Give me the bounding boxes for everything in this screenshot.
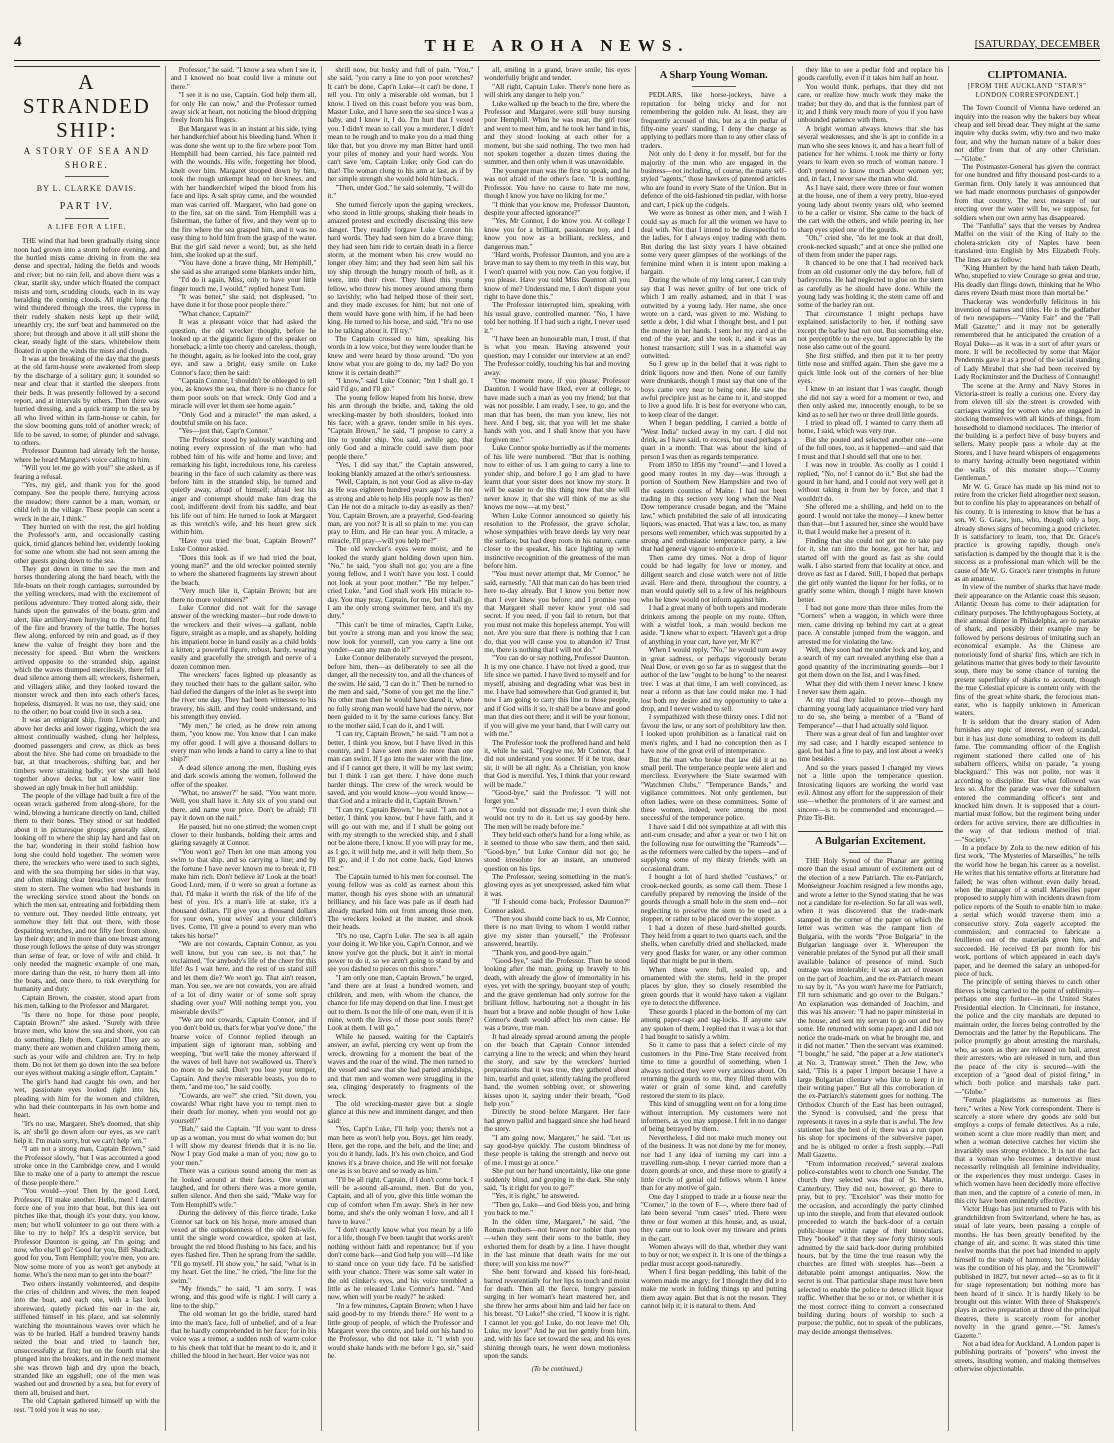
paragraph: Nevertheless, I did not make much money out of the business. It was not done by me for money, nor had I any idea of turning my cart into a travelling rum-shop. I never carried more than a dozen gourds at once, and these more to gratify a little circle of genial old fellows whom I knew than for any motive of gain. — [640, 1133, 787, 1193]
paragraph: She bent forward and kissed his fore-head, barred reverentially for her lips to touch and moist for death. Then all the fierce, hungry passion surging in her woman's heart mastered her, and she threw her arms about him and laid her face on his breast. "O Luke!" she cried, "I know it is right. I cannot let you go! Luke, do not leave me! Oh, Luke, my love!" And he put her gently from him, and, with his face set toward the sea, and his eyes shining through tears, he went down motionless upon the sands. — [484, 1268, 630, 1361]
paragraph: When I began peddling, I carried a bottle of "West India" tucked away in my cart. I did not drink, as I have said, to excess, but used perhaps a quart in a month. That was about the kind of person I was then as regards temperance. — [640, 419, 787, 461]
paragraph: I sympathized with these thirsty ones. I did not favour the law, or any sort of prohibitory law then. I looked upon prohibition as a fanatical raid on men's rights, and I had no conception then as I have now of the great evil of intemperance. — [640, 713, 787, 756]
paragraph: Directly he stood before Margaret. Her face had grown pallid and haggard since she had heard the story. — [484, 1108, 630, 1134]
paragraph: There was a great deal of fun and laughter over my sad case, and I hardly escaped sentence to gaol, but had a fine to pay, and lost about a week's time besides. — [797, 730, 944, 764]
paragraph: Thackeray was wonderfully felicitous in his invention of names and titles. He is the godfather of two newspapers—"Vanity Fair" and the "Pall Mall Gazette;" and it may not be generally remembered that he anticipated the creation of a Royal Duke—as it was in a sort of after years or more. It will be recollected by some that Major Pendennis gave it as a proof of the social standing of Lady Mirabel that she had been received by Lady Rockminster and the Duchess of Connaught! — [954, 297, 1101, 382]
paragraph: That circumstance I might perhaps have explained satisfactorily to her, if nothing save except the barley had run out. But something else, not perceptible to the eye, but appreciable by the nose also came out of the gourd. — [797, 309, 944, 352]
paragraph: "Will you let me go with you!" she asked, as if fearing a refusal. — [14, 464, 160, 481]
paragraph: shrill now, but husky and full of pain. "You," she said, "you carry a line to yon poor wretches? It can't be done, Capt'n Luke—it can't be done, I tell you. I'm only a miserable old woman, but I know. I lived on this coast before you was born, Master Luke, and I have seen the sea since I was a baby, and I know it, I do. I'm hurt that I vexed you. I didn't mean to call you a murderer, I didn't mean to be rough and to make you do a mad thing like that, but you drove my man Bitter hard until your piles of money and your hard words. You can't save 'em, Captain Luke; only God can do that! The woman clung to his arm at last, as if by her simple strength she would hold him back. — [327, 66, 474, 184]
paragraph: "You won't go? Then let one man among you swim to that ship, and so carrying a line; and by the fortune I have never known me to break it, I'll make him rich. Don't believe it? Look at the boat! Good Lord, men, if it were so great a fortune as that, I'd make it worth the risk of the life of the best of you. It's a man's life at stake, it's a thousand dollars. I'll give you a thousand dollars for your own, your wives' and your children's lives. Come, I'll give a pound to every man who takes his horse!" — [170, 847, 317, 940]
paragraph: When I would reply, "No," he would turn away in great sadness, or perhaps vigorously berate Neal Dow, or even go so far as to suggest that the author of the law "ought to be hung" to the nearest tree. I was at that time, I am well convinced, as near a reform as that law could make me. I had lost both my desire and my opportunity to take a drop, and I never wished to sell. — [640, 646, 787, 714]
separator — [692, 86, 736, 87]
paragraph: "Captain Connor, I shouldn't be obleeged to tell you, as knows the sea, that there is no chance for them poor souls on that wreck. Only God and a miracle will ever let them see home again." — [170, 377, 317, 411]
paragraph: I have said I did not sympathize at all with this anti-rum crusade; and after a year or two I hit on the following ruse for outwitting the "Ramrods"—as the reformers were called by the topers—and of supplying some of my thirsty friends with an occasional dram. — [640, 822, 787, 873]
paragraph: "Bah," said the Captain. "If you want to dress up as a woman, you must do what women do; but I will show my dearest friends that it is no lie. Now I pray God make a man of you; now go to your men." — [170, 1125, 317, 1167]
paragraph: The Professor took the proffered hand and held it, while he said, "Forgive me, Mr Connor, that I did not understand you sooner. If it be true, dear sir, it will be all right. As a Christian, you know that God is merciful. Yes, I think that your reward will be made." — [484, 738, 630, 789]
paragraph: "If I should come back, Professor Daunton?" Connor asked. — [484, 898, 630, 915]
column-2 — [165, 66, 322, 1431]
paragraph: "Have you tried the boat, Captain Brown?" Luke Connor asked. — [170, 536, 317, 554]
paragraph: The people of the village had built a fire of the ocean wrack gathered from along-shore, for the wind, blowing a hurricane directly on land, chilled them to their bones. They stood or sat huddled about it in picturesque groups, generally silent, looking off to where the ship lay hard and fast on the bar; wondering in their stolid fashion how long she could hold together. The women were there, the wreckers who were used to such sights, and with the sea thumping her sides in that way, and often making clear breaches over her from stem to stern. The women who had husbands in the wrecking service stood about the bonds on which the men sat, entreating and forbidding them to venture out. They needed little entreaty, yet somehow they felt that out there, with those despairing wretches, and not fifty feet from shore, lay their duty; and in more than one breast among those rough fellows the sense of duty was stronger than sense of fear, or love of wife and child. It only needed the magnetic example of one man, more daring than the rest, to hurry them all into the boats, and, once there, to risk everything for humanity and duty. — [14, 792, 160, 994]
paragraph: Finding that she could not get me to take pay for it, she ran into the house, got her hat, and started off with the gourd as fast as she could walk. I also started from that locality at once, and drove as fast as I dared. Still, I hoped that perhaps the girl only wanted the liquor for her folks, or to gratify some whim, though I might have known better. — [797, 536, 944, 604]
story-subtitle-1: A STORY OF SEA AND — [23, 146, 151, 156]
paragraph: They held each other's hand for a long while, as it seemed to those who saw them, and then said, "Good-bye," but Luke Connor did not go; he stood irresolute for an instant, an unuttered question on his lips. — [484, 830, 630, 873]
paragraph: "Very much like it, Captain Brown; but are there no more volunteers?" — [170, 587, 317, 604]
paragraph: "From information received," several zealous police-constables went to church one Sunday. The church they selected was that of St. Martin, Canterbury. They did not, however, go there to pray, but to pry. "Excelsior" was their motto for the occasion, and accordingly the party climbed up into the steeple, and from that elevated outlook proceeded to watch the back-door of a certain public-house within range of their binoculars. They "booked" it that they saw forty thirsty souls admitted by the said back-door during prohibited hours, but by the time the true reason why the churches are fitted with steeples has—been a debatable point amongst antiquaries. Now the secret is out. That particular shape must have been selected to enable the police to detect illicit liquor traffic. Whether that be so or not, or whether it is the most correct thing to convert a consecrated building during hours of worship to such a purpose, the public, not to speak of the publicans, may decide amongst themselves. — [797, 1159, 944, 1336]
paragraph: "I see it is no use, Captain. God help them all, for only He can now," and the Professor turned away sick at heart, not noticing the blood dripping freely from his fingers. — [170, 91, 317, 125]
paragraph: "Female plagiarisms as numerous as flies here," writes a New York correspondent. There is scarcely a store where dry goods are sold but employs a corps of female detectives. As a rule, women scent a clue more readily than men; and when a woman detective catches her victim she invariably uses strong evidence. It is not the fact that a woman who becomes a detective must necessarily relinquish all feminine individuality, or the experiences they must undergo. Cases in which women have been decidedly more effective than men, and the capture of a coterie of men, in this city have been eminently effective. — [954, 1096, 1101, 1206]
story-subtitle-2: SHORE. — [64, 160, 109, 170]
paragraph: It was an emigrant ship, from Liverpool; and above her decks and lower rigging, which the sea almost continually washed, clung her helpless, doomed passengers and crew, as thick as bees about the hive. She had come on broadside to the bar, at that treacherous, shifting bar, and her timbers were straining badly; yet she still held together above decks, but at low water line showed an ugly break in her hull amidship. — [14, 716, 160, 792]
paragraph: The Town Council of Vienna have ordered an inquiry into the reason why the bakers buy wheat cheap and sell bread dear. They might at the same inquire why ducks swim, why two and two make four, and why the human nature of a baker does not differ from that of any other Christian.—"Globe." — [954, 104, 1101, 163]
paragraph: In the olden time, Margaret," he said, "the Roman mothers—not braver nor nobler than you—when they sent their sons to the battle, they exhorted them for death by a line. I have thought in the last minute that death waits for me out there; will you kiss me now?" — [484, 1217, 630, 1268]
paragraph: "Then you should come back to us, Mr Connor, there is no man living to whom I would rather give my sister than yourself," the Professor answered, heartily. — [484, 915, 630, 949]
paragraph: "I think that you know me, Professor Daunton, despite your affected ignorance?" — [484, 200, 630, 217]
paragraph: The wreckers' faces lighted up pleasantly as they touched their hats to the gallant sailor, who had defied the dangers of the inlet as he swept into the river one day. They had been witnesses to his bravery, his skill, and they could understand, and his strength they envied. — [170, 671, 317, 722]
article-source: [FROM THE AUCKLAND "STAR'S" LONDON CORRESPONDENT.] — [967, 83, 1087, 99]
paragraph: I had not gone more than three miles from the "Corners" when a waggon, in which were three men, came driving up behind my cart at a great pace. A constable jumped from the waggon, and arrested me for violating the law. — [797, 604, 944, 646]
column-7 — [948, 66, 1100, 1431]
paragraph: Professor Daunton had already left the house, where he heard Margaret's voice calling to him. — [14, 447, 160, 464]
paragraph: At my trial they failed to prove—though my charming young lady acquaintance tried very hard to do so, she being a member of a "Band of Temperance"—that I had actually sold liquor. — [797, 696, 944, 730]
paragraph: "Hard words, Professor Daunton, and you are a brave man to say them to my teeth in this way, but I won't quarrel with you now. Can you forgive, if you please. Have you told Miss Daunton all you know of me? Understand me, I don't dispute your right to have done this." — [484, 250, 630, 301]
column-3 — [321, 66, 478, 1431]
paragraph: In view of the number of sharks that have made their appearance on the Atlantic coast this season, Atlantic Ocean has come to their adaptation for culinary purposes. The Ichthyophagous Society, at their annual dinner in Philadelphia, are to partake of shark, and possibly their example may be followed by persons desirous of imitating such an economical example. As the Chinese are notoriously fond of sharks' fins, which are rich in gelatinous matter that gives body to their favourite soup, there may be some chance of turning the present superfluity of sharks to account, though the true Celestial epicure is content only with the fins of the great white shark, the ferocious man-eater, who is happily unknown in American waters. — [954, 583, 1101, 718]
paragraph: THE wind that had been gradually rising since noon had grown into a storm before evening, and the hurtled mists came driving in from the sea dense and spectral, hiding the fields and woods and river; but no rain fell, and above there was a clear, starlit sky, under which floated the compact mists and torn, scudding clouds, each in its way heralding the coming clouds. All night long the wind thundered through the trees, the cypress in their rudely shaken nests kept up their wild, unearthly cry, the surf beat and hammered on the shore; but through and above it all still shone the clear, steady light of the stars, whitebelow them floated in upon the winds the mists and clouds. — [14, 237, 160, 355]
paragraph: Two others instantly volunteered, and despite the cries of children and wives, the men leaped into the boat, and each one, with a last look shoreward, quietly picked his oar in the air, stiffened himself in his place, and sat solemnly watching the mountainous waves over which he was to be hurled. Half a hundred brawny hands seized the boat and tried to launch her, unsuccessfully at first; but on the fourth trial she plunged into the breakers, and in the next moment she was thrown high and dry upon the beach, stranded like an eggshell; one of the men was washed out and drowned by a sea, but for every of them all, bruised and hurt. — [14, 1279, 160, 1397]
paragraph: It was a pleasant voice that had asked the question, the old wrecker thought, before he looked up at the gigantic figure of the speaker on horseback; a little too cheery and careless, though, he thought, again, as he looked into the cool, gray eye, and saw a bright, easy smile on Luke Connor's face; then he said: — [170, 318, 317, 377]
paragraph: "Is there no hope for those poor people, Captain Brown?" she asked. "Surely with three brave men, who know the sea and shore, you can do something. Help them, Captain! They are so many; there are women and children among them, such as your wife and children are. Try to help them. Do not let them go down into the sea before our eyes without making a single effort, Captain." — [14, 1010, 160, 1078]
masthead-rule — [14, 60, 1100, 61]
chapter-heading: A LIFE FOR A LIFE. — [47, 222, 127, 231]
paragraph: One day I stopped to trade at a house near the "Corner," in the town of F—, where there had of late been several "rum cases" tried. There were three or four women at this house, and, as usual, they came out to look over my tinware and prints in the cart. — [640, 1192, 787, 1243]
paragraph: In a preface by Zola to the new edition of his first work, "The Mysteries of Marseilles," he tells the world how he began his career as a novelist. He writes that his tentative efforts at literature had failed; he was often without even daily bread, when the manager of a small Marseilles paper proposed to supply him with incidents drawn from police reports of the South to enable him to make a serial which would traverse them into a consecutive story. Zola eagerly accepted the commission, and contracted to fabricate a feuilleton out of the materials given him, and succeeded. He received £8 per month for his work, portions of which appeared in each day's paper, and he deemed the salary an unhoped-for piece of luck. — [954, 843, 1101, 979]
paragraph: The Professor stood by jealously watching and noting every expression of the man who had robbed him of his wife and home and love; and remarking his light, incredulous tone, his careless bearing in the face of such calamity as there was before him in the stranded ship, he turned and quietly away, afraid of himself; afraid lest his anger and contempt should make him drag the cool, indifferent devil from his saddle, and beat his life out of him. He turned to look at Margaret as this wretch's wife, and his heart grew sick within him. — [170, 435, 317, 537]
paragraph: A dead silence among the men, flushing eyes and dark scowls among the women, followed the offer of the speaker. — [170, 763, 317, 789]
paragraph: Captain Brown, the coaster, stood apart from his men, talking to the Professor and Margaret. — [14, 993, 160, 1011]
paragraph: "Then go, Luke—and God bless you, and bring you back to me." — [484, 1200, 630, 1218]
column-1 — [14, 66, 165, 1431]
paragraph: "Yes, Mr Connor, I do know you. At college I knew you for a brilliant, passionate boy, and I know you now as a brilliant, reckless, and dangerous man." — [484, 217, 630, 251]
paragraph: "Yes, it is right," he answered. — [492, 1192, 580, 1201]
paragraph: The old wrecking-master gave but a single glance at this new and imminent danger, and then said: — [327, 1099, 474, 1125]
paragraph: "What, no answer?" he said. "You want more. Well, you shall have it. Any six of you stand out there, and name your price. Don't be afraid; I'll pay it down on the nail." — [170, 788, 317, 823]
paragraph: Then came dry times. Not a drop of liquor could be had legally for love or money, and diligent search and close watch were not of little avail. Here and there, throughout the country, a man would quietly sell to a few of his neighbours who he knew would not inform against him. — [640, 553, 787, 604]
column-5-body — [641, 91, 787, 1310]
paragraph: I was now in trouble. As coolly as I could I replied, "No, no! I cannot do it." But she had the gourd in her hand, and I could not very well get it without taking it from her by force, and that I wouldn't do. — [797, 461, 944, 503]
paragraph: "I'd do it again, Miss, only to have your little finger touch me, I would," replied honest Tom. — [170, 276, 317, 293]
paragraph: I had a dozen of these hard-shelled gourds. They held from a quart to two quarts each, and the shells, when carefully dried and shellacked, made very good flasks for water, or any other common liquid that might be put in them. — [640, 923, 787, 966]
story-author: BY L. CLARKE DAVIS. — [36, 184, 137, 193]
paragraph: "I don't exactly know what you mean by a life for a life, though I've been taught that works aren't nothing without faith and repentance; but if you don't come back—and God help you will—I'd like to stand once on your tidy face. I'd be satisfied with your chance. There was some salt water in the old clinker's eyes, and his voice trembled a little as he released Luke Connor's hand. "And now, when will you be ready?" he asked. — [327, 1226, 474, 1302]
paragraph: Well, they soon had me under lock and key, and a search of my cart revealed anything else than a good quantity of the incriminating gourds—but I got them down on the list, and I was fined. — [797, 646, 944, 680]
paragraph: She turned fiercely upon the gaping wreckers, who stood in little groups, shaking their heads in amazed protest and excitedly discussing this new danger. They readily forgave Luke Connor his hard words. They had seen him do a brave thing; they had seen him ride to certain death in a fierce storm, at the moment when his crew would no longer obey him; and they had seen him sail his toy ship through the hungry mouth of hell, as it were, into their river. They liked this young fellow, who threw his money around among them so lavishly; who had helped those of their sort, and they made excuses for him; but not one of them would have gone with him, if he had been king. He turned to his horse, and said, "It's no use to be talking about it. I'll try." — [327, 200, 474, 335]
column-4-body — [484, 66, 630, 1361]
separator — [849, 852, 893, 853]
paragraph: The old woman let go the bridle, stared hard into the man's face, full of unbelief, and of a fear that he hardly comprehended in her face; for in his voice was a tremor, a sudden rush of warm color to his cheek that told that he meant to do it, and it chilled the blood in her heart. Her voice was not — [170, 1310, 317, 1361]
paragraph: The younger man was the first to speak, and he was not afraid of the other's face. "It is nothing, Professor. You have no cause to hate me now, though I know you have no liking for me." — [484, 166, 630, 201]
paragraph: You would think, perhaps, that they did not care, or realize how much work they make the trader; but they do, and that is the funniest part of it; and I think very much more of you if you have unbounded patience with them. — [797, 82, 944, 125]
paragraph: "Oh," cried she, "do let me look at that droll, crook-necked squash;" and at once she pulled one of them from under the paper rags. — [797, 234, 944, 259]
paragraph: "Yes, I did say that," the Captain answered, looking blankly amazed at the other's seriousness. — [327, 461, 474, 478]
paragraph: "It's no use, Capt'n Luke. The sea is all again your doing it. We like you, Capt'n Connor, and we know you've got the pluck, but it ain't in mortal power to do it, so we aren't going to stand by and see you dashed to pieces on this shore." — [327, 931, 474, 974]
paragraph: "My friends," he said, "I am sorry. I was wrong, and this good wife is right. I will carry a line to the ship." — [170, 1284, 317, 1310]
paragraph: Professor," he said. "I know a sea when I see it, and I knowed no boat could live a minute out there." — [170, 66, 317, 91]
masthead — [14, 34, 1100, 58]
paragraph: "This can't be time of miracles, Capt'n Luke, but you're a strong man and you know the sea; now look for yourself, can you carry a line out yonder—can any man do it?" — [327, 620, 474, 655]
paragraph: The Postmaster-General has given the contract for one hundred and fifty thousand post-cards to a German firm. Only lately it was announced that we had made enormous purchases of gunpowder from that country. The next measure of our erecting over the water will be, we suppose, for soldiers when our own army has disappeared. — [954, 163, 1101, 222]
paragraph: During the delivery of this fierce tirade, Luke Connor sat back on his horse, more amused than vexed at the outspokenness of the old fish-wife, until the single word cowardice, spoken at last, brought the red blood flushing to his face, and his eyes flashed fire. Then he sprang from the saddle. "I'll go myself. I'll show you," he said, "what is in my heart. Get the line," he cried, "the line for the swim." — [170, 1209, 317, 1285]
paragraph: There was a curious sound among the men as he looked around at their faces. One woman laughed, and for others there was a more gentle, sullen silence. And then she said, "Make way for Tom Hemphill's wife." — [170, 1167, 317, 1209]
paragraph: The old Captain gathered himself up with the rest. "I told you it was no use, — [14, 1397, 160, 1414]
paragraph: The principle of setting thieves to catch other thieves is being carried to the point of sublimity—perhaps one step further—in the United States Presidential election. In Cincinnati, for instance, the police and the city marshals are deputed to maintain order, the forces being controlled by the Democrats and the latter by the Republicans. The police promptly go about arresting the marshals, who, as soon as they are released on bail, arrest their arresters, who are released in turn, and thus the peace of the city is secured—with the exception of a "good deal of pistol firing," in which both police and marshals take part.—"Globe." — [954, 978, 1101, 1096]
paragraph: The scene at the Army and Navy Stores in Victoria-street is really a curious one. Every day from eleven till six the street is crowded with carriages waiting for women who are engaged in stocking themselves with all kinds of things, from housedhold to diamond necklaces. The interior of the building is a perfect hive of busy buyers and sellers. Many people pass a whole day at the Stores, and I have heard whispers of engagements to marry having actually been negotiated within the walls of this monster shop.—"County Gentleman." — [954, 381, 1101, 483]
paragraph: THE Holy Synod of the Phanar are getting more than the usual amount of excitement out of the election of a new Patriarch. The ex-Patriarch, Monseigneur Joachim resigned a few months ago, and wrote a letter to the Synod stating that he was not a candidate for re-election. So far all was well, when it was discovered that the trade-mark stamped in the corner of the paper on which the letter was written was the rampant lion of Bulgaria, with the words "Proe Bulgaria" in the Bulgarian language over it. Whereupon the venerable prelates of the Synod put all their small available balance of presence of mind. Such outrage was intolerable; it was an act of treason on the part of Joachim, and the ex-Patriarch meant to say by it, "As you won't have me for Patriarch, I'll turn schismatic and go over to the Bulgars." An explanation was demanded of Joachim, and this was his answer: "I had no paper ministerial in the house, and sent my servant to go out and buy some. He returned with some paper, and I did not notice the trade-mark on what he brought me, and it did not matter." Then the servant was examined. "I bought," he said, "the paper at a Jew stationer's at No. 3, Tramway street." Then the Jew, who said, "This is a paper I import because I have a large Bulgarian clientary who like to keep it in their writing paper." But all this corroboration of the ex-Patriarch's statement goes for nothing. The Orthodox Church of the East has been outraged, the Synod is convulsed, and the press that represents it raves in a style that is awful. The Jew stationer has the best of it; there was a run upon his shop for specimens of the subversive paper, and he is obliged to order a fresh supply.—Pall Mall Gazette. — [797, 856, 944, 1160]
column-3-body — [327, 66, 473, 1361]
paragraph: "What chance, Captain?" — [178, 309, 252, 318]
paragraph: The Captain turned to his men for counsel. The young fellow was as cold as earnest about this matter, though his eyes shone with an unnatural brilliancy, and his face was pale as if death had already marked him out from among those men. The wreckers looked at the master, and shook their heads. — [327, 873, 474, 932]
paragraph: "Good-bye," said the Professor. Then he stood looking after the man, going up bravely to his death, with already the glow of immortality in his eyes, yet with the springy, buoyant step of youth; and the grave gentleman had only sorrow for the brilliant fellow, harbouring not a thought in his heart but a brave and noble thought of how Luke Connor's death would affect his own cause. He was a brave, true man. — [484, 957, 630, 1033]
separator — [65, 176, 109, 177]
column-6-body — [798, 66, 944, 823]
paragraph: The young fellow leaped from his horse, drew his arm through the bridle, and, taking the old wrecking-master by both shoulders, looked into his face, with a grave, tender smile in his eyes. "Captain Brown," he said, "I propose to carry a line to yonder ship. You said, awhile ago, that only God and a miracle could save them poor people there." — [327, 393, 474, 461]
story-title: A STRANDED SHIP: — [14, 66, 160, 142]
paragraph: But she pouted and selected another one—one of the full ones, too, as it happened—and said that I must and that I should sell that one to her. — [797, 435, 944, 461]
paragraph: "In a few minutes, Captain Brown; when I have said good-by to my friends there." He went to a little group of people, of which the Professor and Margaret were the centre, and held out his hand to the Professor, who did not take it. "I wish you would shake hands with me before I go, sir," said he. — [327, 1301, 474, 1361]
paragraph: What they did with them I never knew. I knew I never saw them again. — [797, 679, 944, 697]
paragraph: "Then, under God," he said solemnly, "I will do it." — [327, 183, 474, 201]
paragraph: It is seldom that the dreary station of Aden furnishes any topic of interest, even of scandal, but it has just done something to redeem its dull fame. The commanding officer of the English regiment stationed there called one of his subaltern officers, whilst on parade, "a young blackguard." This was not polite, nor was it according to discipline. But what followed was less so. After the parade was over the subaltern entered the commanding officer's tent and knocked him down. It is supposed that a court-martial must follow, but the regiment being under orders for active service, there are difficulties in the way of that tedious method of trial.—"Society." — [954, 717, 1101, 844]
article-title-sharp-young-woman: A Sharp Young Woman. — [659, 70, 768, 81]
paragraph: This kind of smuggling went on for a long time without interruption. My customers were not informers, as you may suppose. I felt in no danger of being betrayed by them. — [640, 1100, 787, 1134]
column-6 — [792, 66, 949, 1431]
newspaper-title: THE AROHA NEWS. — [424, 36, 690, 55]
page-number: 4 — [14, 34, 22, 50]
paragraph: "Cowards, are we?" she cried. "Sit down, you cowards! What right have you to tempt men to their death for money, when you would not go yourself?" — [170, 1091, 317, 1125]
column-2-body — [171, 66, 317, 1361]
paragraph: The Professor interrupted him, speaking with his usual grave, controlled manner. "No, I have told her nothing. If I had such a right, I never used it." — [484, 301, 630, 335]
paragraph: When Luke Connor announced so quietly his resolution to the Professor, the grave scholar, whose sympathies with brave deeds lay very near the surface, but had deep roots in his nature, came closer to the speaker, his face lighting up with instinctive recognition of the greatness of the man before him. — [484, 511, 630, 570]
paragraph: "We are not cowards, Captain Connor, and if you don't bold us, that's for what you've done," the hoarse voice of Connor replied through an impatient sign of ignorant man, sobbing and weeping, "but we'll take the money afterward if the waves of hell have not swallowed us. There's no more to be said. Don't you lose your temper, Captain. And they're miserable beasts, you do to them, "and me too," he said coolly. — [170, 1015, 317, 1092]
column-4 — [478, 66, 635, 1431]
paragraph: She put out her hand uncertainly, like one gone suddenly blind, and groping in the dark. She only said, "Is it right for you to go?" — [484, 1167, 630, 1193]
issue-date: [SATURDAY, DECEMBER — [974, 38, 1100, 50]
paragraph: "My men," he cried, as he drew rein among them, "you know me. You know that I can make my offer good. I will give a thousand dollars to every man who lends a hand to carry a line to that ship?" — [170, 721, 317, 764]
paragraph: They got down in time to see the men and horses thundering along the hard beach, with the life-boats on their rough carriages, surrounded by the yelling wreckers, mad with the excitement of perilous adventure. They trotted along side, their hands upon the gunwales of the boats, grim and alert, like artillery-men hurrying to the front, full of the fire and bravery of the battle. The horses flew along, enforced by rein and goad, as if they knew the value of freight they bore and the necessity for speed. But when the wreckers arrived opposite to the stranded ship, against which the waves thumped mercilessly, there fell a dead silence among them all; wreckers, fishermen, and villagers alike, and they looked toward the monster wreck and then into each other's faces, hopeless, dismayed. It was no use, they said, one to the other; no boat could live in such a sea. — [14, 565, 160, 716]
column-container — [14, 66, 1100, 1431]
paragraph: Not a bad idea for Auckland. A London paper is publishing portraits of "powers" who invest the streets, insulting women, and making themselves otherwise objectionable. — [954, 1339, 1101, 1374]
paragraph: It chanced to be one that I had received back from an old customer only the day before, full of barleycorns. He had neglected to glue on the stem as carefully as he should have done. While the young lady was holding it, the stem came off and some of the barley ran out. — [797, 259, 944, 310]
paragraph: "Yes—just that, Capt'n Connor." — [178, 427, 273, 436]
paragraph: As I have said, there were three or four women at the house, one of them a very pretty, blue-eyed young lady about twenty years old, who seemed to be a caller or visitor. She came to the back of the cart with the others, and while peering in, her sharp eyes spied one of the gourds. — [797, 183, 944, 234]
paragraph: We were as honest as other men, and I wish I could say as much for all the women we have to deal with. Not that I intend to be disrespectful to the ladies, for I always enjoy trading with them. But during the last sixty years I have obtained some very queer glimpses of the workings of the feminine mind when it is intent upon making a bargain. — [640, 209, 787, 276]
paragraph: So I grew up in the belief that it was right to drink liquors now and then. None of our family were drunkards, though I must say that one of the boys came very near to being one. He saw the awful precipice just as he came to it, and stopped to live a good life. It is best for everyone who can, to keep clear of the danger. — [640, 360, 787, 419]
paragraph: "Yes, Capt'n Luke, I'll help you; there's not a man here as won't help you. Boys, get him ready. Here, get the rope, and the belt, and the line; and you do it handy, lads. It's his own choice, and God knows it's a brave choice, and He will not forsake one as is so brave and so ready as him." — [327, 1125, 474, 1176]
article-title-bulgarian-excitement: A Bulgarian Excitement. — [815, 835, 926, 847]
paragraph: "I'll be all right, Captain, if I don't come back. I will be a-sound all-around, men. But do you, Captain, and all of you, give this little woman the cup of comfort when I'm away. She's in her new home, and she's the only woman I love, and all I have to leave." — [327, 1175, 474, 1226]
column-5 — [635, 66, 792, 1431]
column-7-body — [954, 104, 1100, 1373]
paragraph: Luke Connor spoke hurriedly as if the moments of his life were numbered. "But that is nothing now to either of us. I am going to carry a line to yonder ship, and before I go I am glad to have learnt that your sister does not know my story. It will be easier to do this thing now that she will never know it; that she will think of me as she knows me now—at my best." — [484, 444, 630, 512]
separator — [65, 218, 109, 219]
paragraph: Women always will do that, whether they want to buy or not; we expect it. It is one of the things a pedlar must accept good-naturedly. — [640, 1243, 787, 1268]
paragraph: PEDLARS, like horse-jockeys, have a reputation for being tricky and for not remembering the golden rule. At least, they are frequently accused of this, but as a tin pedlar of fifty-nine years' standing, I deny the charge as applying to pedlars more than to any other class of traders. — [640, 91, 787, 150]
paragraph: The Professor, seeing something in the man's glowing eyes as yet unexpressed, asked him what it was. — [484, 873, 630, 898]
paragraph: "Well, Captain, is not your God as alive to-day as He was eighteen hundred years ago? Is He not as strong and able to help His people now as then? Can He not do a miracle to-day as easily as then? You, Captain Brown, are a prayerful, God-fearing man, are you not? It is all so plain to me: you can pray to Him, and He can hear you. A miracle, a miracle, I'll pray—will you help me?" — [327, 477, 474, 545]
paragraph: "We are not cowards, Captain Connor, as you well know, but you can see, is not that," he exclaimed, "for anybody's life of the cheer for this life! As I wait here, and the rest of us stand still and let them die? We won't go. That ain't reason, man. You see, we are not cowards, you are afraid of a lot of dirty water or of some soft spray shading over you? Will nothing tempt you, you miserable devils?" — [170, 940, 317, 1016]
paragraph: During the whole of my long career, I can truly say that I was never guilty of but one trick of which I am really ashamed, and in that I was outwitted by a young lady. Her name, she once wrote on a card, was given to me. Wishing to settle a debt, I did what I thought best, and I put the money in her hands. I sent her my card at the end of the year, and she took it, and it was an honest transaction; still I was in a shameful way outwitted. — [640, 276, 787, 360]
paragraph: "You could not dissuade me; I even think she would not try to do it. Let us say good-by here. The men will be ready before me." — [484, 805, 630, 831]
paragraph: "All right, Captain Luke. There's none here as will shirk any danger to help you." — [484, 82, 630, 100]
paragraph: "Yes, my girl, and thank you for the good company. See the people there, hurrying across the meadow; there cannot be a man, woman, or child left in the village. These people can scent a wreck in the air, I think." — [14, 481, 160, 523]
paragraph: "King Humbert by the hand hath taken Death, Who, stupefied to view Courage so great and true, His deadly dart flings down, thinking that he Who dares revere Death must more than mortal be." — [954, 263, 1101, 298]
paragraph: I knew in an instant that I was caught, though she did not say a word for a moment or two, and then only asked me, innocently enough, to be so kind as to sell her two or three droll little gourds. — [797, 385, 944, 419]
paragraph: "Does this look as if we had tried the boat, young man?" and the old wrecker pointed sternly to where the shattered fragments lay strewn about the beach. — [170, 553, 317, 587]
paragraph: "One moment more, if you please, Professor Daunton. I would have liked, ever at college, to have made such a man as you my friend; but that was not possible. I am ready, I see, to go, and the man that has been, the man you knew, lies not here. And I beg, sir, that you will let me shake hands with you, and I shall know that you have forgiven me." — [484, 377, 630, 444]
paragraph: I bought a lot of hard shelled "cushaws," or crook-necked gourds, as some call them. These I carefully prepared by removing the inside of the gourds through a small hole in the stem end—not neglecting to preserve the stem to be used as a stopper, or rather to be placed over the stopper. — [640, 873, 787, 924]
paragraph: Luke Connor did not wait for the savage answer of the wrecking master—but rode down to the wreckers and their wives—a gallant, noble figure, straight as a maple, and as shapely, holding his impatient horse in hand easily as a child holds a kitten; a powerful figure, robust, hardy, wearing easily and gracefully the strength and nerve of a dozen common men. — [170, 604, 317, 671]
paragraph: So it came to pass that a select circle of my customers in the Pine-Tree State received from time to time a gourdful of something, when I always noticed they were very anxious about. On returning the gourds to me, they filled them with water or grain of some kind, and carefully restored the stem to its place. — [640, 1041, 787, 1100]
paragraph: But the man who broke that law did it at no small peril. The temperance people were alert and merciless. Everywhere the State swarmed with "Watchmen Clubs," "Temperance Bands," and vigilance committees. Not only gentlemen, but often ladies, were on these committees. Some of these women, indeed, were among the most successful of the temperance police. — [640, 755, 787, 823]
paragraph: Not only do I deny it for myself, but for the majority of the men who are engaged in the business—not including, of course, the many self-styled "agents," those hawkers of patented articles who are found in every State of the Union. But in defence of the old-fashioned tin pedlar, with horse and cart, I pick up the cudgels. — [640, 150, 787, 209]
column-1-body — [14, 237, 160, 1414]
article-title-cliptomania: CLIPTOMANIA. — [987, 70, 1067, 81]
paragraph: They hurried on with the rest, the girl holding the Professor's arm, and occasionally casting quick, timid glances behind her, evidently looking for some one whom she had not seen among the other guests going down to the sea. — [14, 523, 160, 565]
paragraph: I had a great many of both topers and moderate drinkers among the people on my route. Often, with a wistful look, a man would beckon me aside. "I know what to expect. "Haven't got a drop of anything in your cart, have yer, Mr K?" — [640, 604, 787, 646]
paragraph: "It was better," she said, not displeased, "to have done it for those poor people there." — [170, 292, 317, 310]
paragraph: "I am going now, Margaret," he said. "Let us say good-bye quickly. The custom blindness of these people is taking the strength and nerve out of me. I must go at once." — [484, 1133, 630, 1167]
paragraph: I tried to plead off. I wanted to carry them all home, I said, which was very true. — [797, 419, 944, 436]
column-6b-body — [798, 857, 944, 1336]
paragraph: "You would—you! Then by the good Lord, Professor, I'll make another. Hello, men! I daren't force one of you into that boat, but this sea out pitches like that, though it's your duty, you know, men; but who'll volunteer to go out there with a like to try to help? It's a desp'rit service, but Professor Daunton is going, an' I'm going; and now, who else'll go? Good for you, Bill Shadrack; good for you, Tom Hemphill; you're men, you are. Now some more of you as won't get anybody at home. Who's the next man to get into the boat?" — [14, 1187, 160, 1280]
paragraph: they like to see a pedlar fold and replace his goods carefully, even if it takes him half an hour. — [797, 66, 944, 83]
paragraph: Mr W. G. Grace has made up his mind not to retire from the cricket field altogether next season, but to confine his play to appearances on behalf of his county. It is interesting to know that he has a son, W. G. Grace, jun., who, though only a boy, already shows signs of becoming a good cricketer. It is satisfactory to learn, too, that Dr. Grace's practice is growing rapidly, though one's satisfaction is damped by the thought that it is the success as a professional man which will be the cause of Mr W. G. Grace's rarer triumphs in future as an amateur. — [954, 482, 1101, 583]
paragraph: The old wrecker's eyes were moist, and he looked the sturdy giant holding down upon him. "No," he said, "you shall not go; you are a fine young fellow, and I won't have you lost. I could not look at your poor mother." "Be my helper," cried Luke, "and God shall work His miracle to-day. You may pray, Captain, for me, but I shall go. I am the only strong swimmer here, and it's my duty." — [327, 545, 474, 621]
paragraph: While he paused, waiting for the Captain's answer, an awful, piercing cry went up from the wreck, drowning for a moment the beat of the waves and the roar of the wind. The men turned to the vessel and saw that she had parted amidships, and that men and women were struggling in the sea, clinging desperately to fragments of the wreck. — [327, 1032, 474, 1100]
paragraph: It had already spread around among the people on the beach that Captain Connor intended carrying a line to the wreck; and when they heard the story, and saw by the wreckers' hurried preparations that it was true, they gathered about him, tearful and quiet, silently taking the proffered hand, the women sobbing over, or showering kisses upon it, saying under their breath, "God help you." — [484, 1032, 630, 1108]
paragraph: all, smiling in a grand, brave smile, his eyes wonderfully bright and tender. — [484, 66, 630, 83]
paragraph: The Captain crossed to him, speaking his words in a low voice, but they were louder than he knew and were heard by those around. "Do you know what you are going to do, my lad? Do you know it is certain death?" — [327, 335, 474, 377]
paragraph: Luke walked up the beach to the fire, where the Professor and Margaret were still busy nursing poor Hemphill. When he was near, the girl rose and went to meet him, and he took her hand in his, and they stood looking at each other for a moment, but she said nothing. The two men had not spoken together a dozen times during the summer, and then only when it was unavoidable. — [484, 99, 630, 167]
paragraph: From 1850 to 1856 my "round"—and I loved a good many routes in my day—was through a portion of Southern New Hampshire and two of the eastern counties of Maine. I had not been trading in this section very long when the Neal Dow temperance crusade began, and the "Maine law," which prohibited the sale of all intoxicating liquors, was enacted. That was a law, too, as many persons well remember, which was supported by a strong and enthusiastic temperance party, a law that had general vigour to enforce it. — [640, 461, 787, 554]
paragraph: When I first began peddling, this habit of the women made me angry; for I thought they did it to make me work in folding things up and putting them away again. But that is not the reason. They cannot help it; it is natural to them. And — [640, 1268, 787, 1310]
paragraph: "I am not a strong man, Captain Brown," said the Professor slowly, "but I was accounted a good stroke once in the Cambridge crew, and I would like to make one of a party to attempt the rescue of those people there." — [14, 1145, 160, 1187]
paragraph: The girl's hand had caught his own, and her wet, passionate eyes looked right into his, pleading with him for the women and children, who had their counterparts in his own home and heart. — [14, 1077, 160, 1120]
to-be-continued: (To be continued.) — [531, 1364, 583, 1373]
paragraph: "You have done a brave thing, Mr Hemphill," she said as she arranged some blankets under him. — [170, 259, 317, 276]
paragraph: The "Fanfulla" says that the verses by Andrea Maffei on the visit of the King of Italy to the cholera-stricken city of Naples have been translated into English by Mrs Elizabeth Froly. The lines are as follow: — [954, 221, 1101, 264]
story-part: PART IV. — [59, 201, 114, 213]
paragraph: And so the years passed I changed my views not a little upon the temperance question. Intoxicating liquors are working the world vast evil. Almost any effort for the suppression of their use—whether the promoters of it are earnest and sincere—is to be commended and encouraged.—Prize Tit-Bit. — [797, 763, 944, 823]
paragraph: "It's no use, Margaret. She's doomed, that ship is, an' she'll go down afore our eyes, as we can't help it. I'm main sorry, but we can't help 'em." — [14, 1119, 160, 1145]
paragraph: "Thank you, and good-bye again." — [492, 948, 592, 957]
paragraph: A bright woman always knows that she has several weaknesses, and she is apt to confide in a man who she sees knows it, and has a heart full of patience for her whims. I took me thirty or forty years to learn even so much of woman nature. I don't pretend to know much about women yet; and, in fact, I never saw the man who did. — [797, 124, 944, 184]
paragraph: When these were full, sealed up, and ornamented with the stems, held in the proper places by glue, they so closely resembled the green gourds that it would have taken a vigilant eye to detect the difference. — [640, 965, 787, 1008]
paragraph: "I know," said Luke Connor; "but I shall go. I said I'd go, and I'll go." — [327, 377, 474, 394]
paragraph: "I have been an honourable man, I trust, if that is what you mean. Having answered your question, may I consider our interview at an end? The Professor coldly, touching his hat and moving away. — [484, 335, 630, 377]
paragraph: He paused, but no one stirred; the women crept closer to their husbands, holding their arms and glaring savagely at Connor. — [170, 822, 317, 848]
paragraph: Luke Connor deliberately surveyed the present, before him, then—as deliberately to see all the danger, all the necessity too, and all the chances of the swim. He said, "I can do it." Then he turned to the men and said, "Some of you get me the line." No other man then he would have dared it, where no fully strong man would have had the nerve, nor been guided to it by the same curious fancy. But to the mother said, I can do it, and I will. — [327, 654, 474, 730]
paragraph: These gourds I placed in the bottom of my cart among paper-rags and tag-locks. If anyone saw any spoken of them, I replied that it was a lot that I had bought to satisfy a whim. — [640, 1007, 787, 1041]
separator — [798, 831, 944, 832]
paragraph: "Only God and a miracle!" the man asked, a doubtful smile on his face. — [170, 410, 317, 428]
paragraph: "Good-bye," said the Professor. "I will not forget you." — [484, 788, 630, 806]
paragraph: Victor Hugo has just returned to Paris with his grandchildren from Switzerland, where he has, as usual of late years, been passing a couple of months. He has been greatly benefited by the change of air, and scene. It was stated this time twelve months that the poet had intended to apply himself to the study of harmony, but his holiday was the condition of his play, and the "Cromwell" published in 1827, but never acted—so as to fit it for stage representation; but nothing more has been heard of it since. It is hardly likely to be brought out this winter. With three of Shakspere's plays in active preparation at three of the principal theatres, there is scarcely room for another novelty in the grand genre.—"St. James's Gazette." — [954, 1205, 1101, 1340]
paragraph: "You must never attempt that, Mr Connor," he said, earnestly. "All that man can do has been tried here to-day already. But I know you better now than I ever knew you before; and I promise you that Margaret shall never know your old sad secret. If you need, if you fail to return, but that you must not make this hopeless attempt. You will not. Are you sure that there is nothing that I can do, that you will cause you to abandon it? Trust me, there is nothing that I will not do." — [484, 570, 630, 655]
paragraph: It was at the breaking of the day that the guests at the old farm-house were awakened from sleep by the discharge of a solitary gun; it sounded so near and clear that it startled the sleepers from their beds. It was presently followed by a second report, and at intervals by others. Then there was hurried dressing, and a quick tramp to the sea by all who lived within its farm-house or cabin, for the slow booming guns told of another wreck; of life to be saved, to some; of plunder and salvage, to others. — [14, 354, 160, 447]
paragraph: "I can try, Captain Brown," he said. "I am not a better, I think you know, but I have faith, and it will go out with me, and if I shall be going out with my strength to the wrecked ship, and I shall not be alone there, I know. If you will pray for me, as I go, it will help me, and it will help them. So I'll go, and if I do not come back, God knows best." — [327, 805, 474, 873]
paragraph: "I am only one man, Captain Brown," he urged, "and there are at least a hundred women, and children, and men, with whom the chance, the chance for life may depend on that line. I must get out to them. Is not the life of one man, even if it is mine, worth the lives of those poor souls there? Look at them. I will go." — [327, 973, 474, 1033]
paragraph: "I can try, Captain Brown," he said. "I am not a better, I think you know, but I have lived in this country, and I have seen men do more than one man can swim. If I go into the water with the line, and if I cannot get there, it will be my last swim; but I think I can get there. I have done much harder things. The crew of the wreck would be saved, and you would know—you would know—that God and a miracle did it, Captain Brown." — [327, 730, 474, 806]
paragraph: But Margaret was in an instant at his side, tying her handkerchief about his bleeding hand. When it was done she went up to the fire where poor Tom Hemphill had been carried, his face painted red with the wounds. His wife, forgetting her blood, knelt over him. Margaret stooped down by him, took the rough unkempt head on her knees, and with her handkerchief wiped the blood from his face and lips. A salt spray came, and the wounded man was carried off. Margaret, who had gone on to the fire, sat on the sand. Tom Hemphill was a fisherman, the father of five, and they went up to the fire where the sea grasped him, and it was no easy thing to hold him from the grasp of the water. But the girl said never a word; but, as she held him, she looked up at the surf. — [170, 124, 317, 259]
paragraph: She offered me a shilling, and held on to the gourd. I would not take the money—I knew better than that—but I assured her, since she would have it, that I would make her a present of it. — [797, 503, 944, 537]
paragraph: She first sniffed, and then put it to her pretty little nose and sniffed again. Then she gave me a quick little look out of the corners of her blue eyes. — [797, 351, 944, 386]
paragraph: "You can do or say nothing, Professor Daunton. It is my one chance. I have not lived a good, true life since we parted. I have lived to myself and for myself, abusing and degrading what was best in me. I have had somewhere that God granted it, but now I am going to carry this line to those people, and if God wills it so, it shall be a brave and good man that dies out there; and it will be your honour, if you will give me your hand, that I will carry out with me." — [484, 654, 630, 739]
